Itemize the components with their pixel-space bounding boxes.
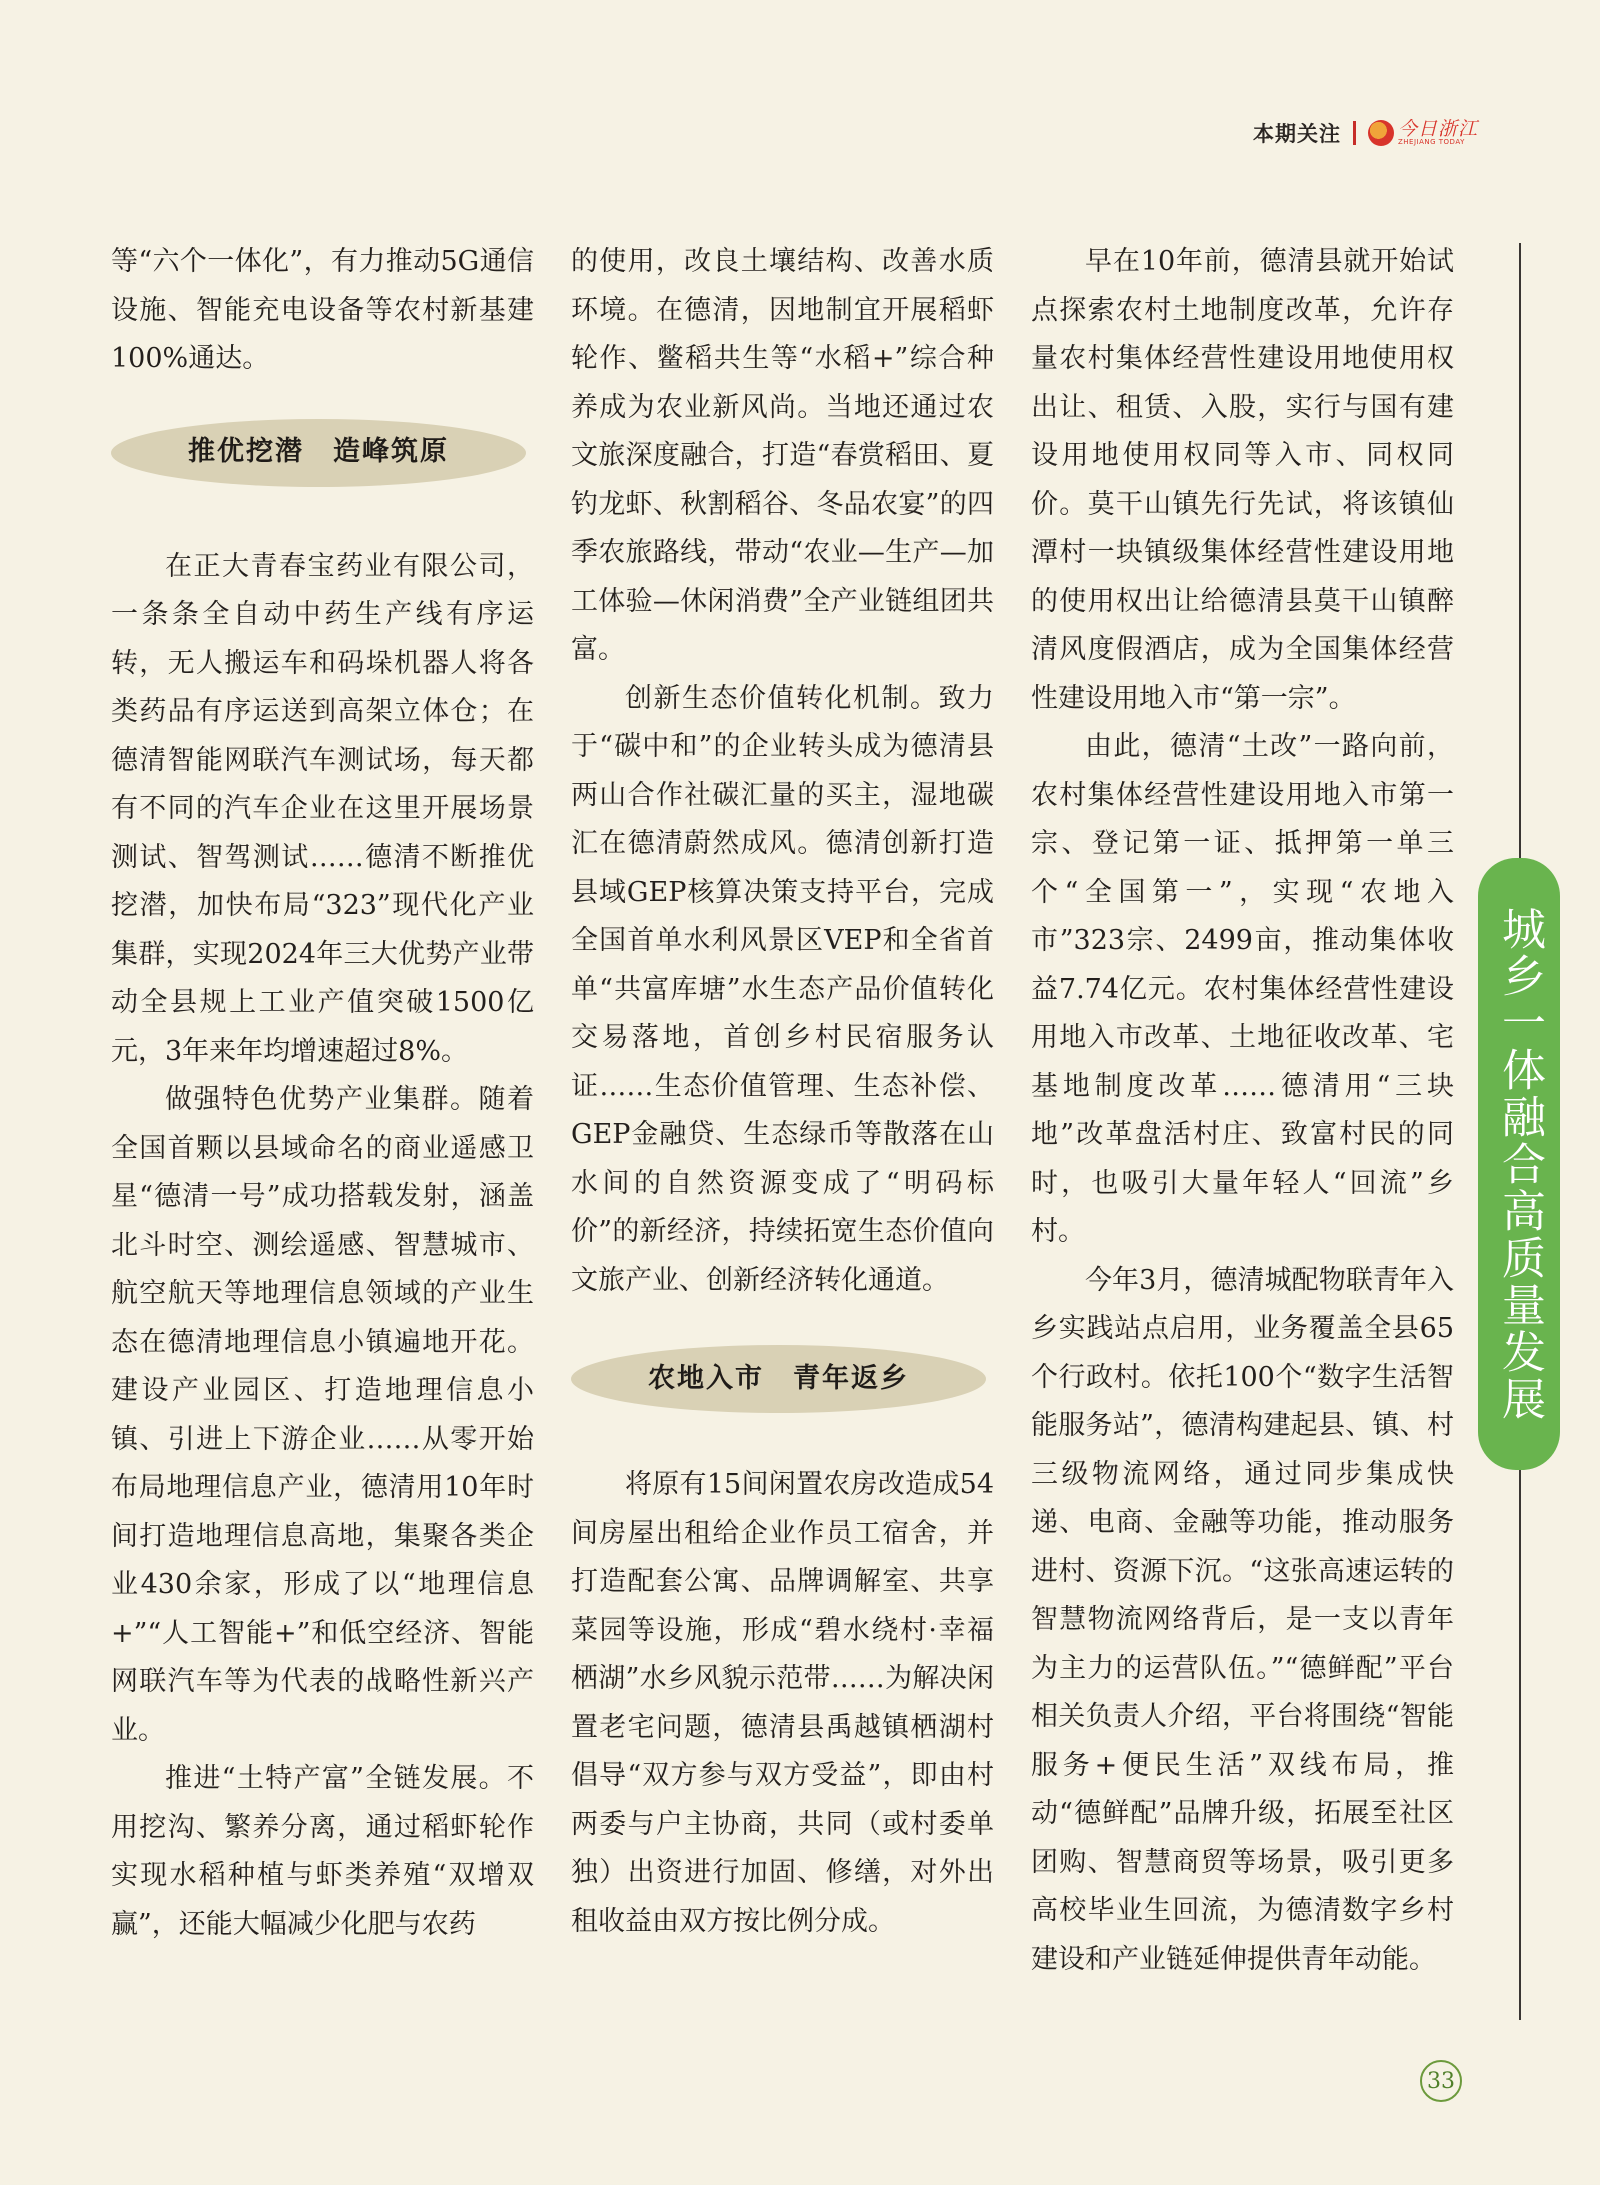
section-heading: 推优挖潜 造峰筑原 <box>111 419 526 487</box>
section-label: 本期关注 <box>1252 122 1341 146</box>
paragraph: 由此，德清“土改”一路向前，农村集体经营性建设用地入市第一宗、登记第一证、抵押第一单三个“全国第一”，实现“农地入市”323宗、2499亩，推动集体收益7.74亿元。农村集体经营性建设用地入市改革、土地征收改革、宅基地制度改革……德清用“三块地”改革盘活村庄、致富村民的同时，也吸引大量年轻人“回流”乡村。 <box>1031 731 1454 1247</box>
logo-title: 今日浙江 <box>1397 118 1478 140</box>
paragraph: 创新生态价值转化机制。致力于“碳中和”的企业转头成为德清县两山合作社碳汇量的买主，湿地碳汇在德清蔚然成风。德清创新打造县域GEP核算决策支持平台，完成全国首单水利风景区VEP和全省首单“共富库塘”水生态产品价值转化交易落地，首创乡村民宿服务认证……生态价值管理、生态补偿、GEP金融贷、生态绿币等散落在山水间的自然资源变成了“明码标价”的新经济，持续拓宽生态价值向文旅产业、创新经济转化通道。 <box>571 682 994 1296</box>
magazine-logo <box>1368 120 1478 146</box>
paragraph: 的使用，改良土壤结构、改善水质环境。在德清，因地制宜开展稻虾轮作、鳖稻共生等“水稻+”综合种养成为农业新风尚。当地还通过农文旅深度融合，打造“春赏稻田、夏钓龙虾、秋割稻谷、冬品农宴”的四季农旅路线，带动“农业—生产—加工体验—休闲消费”全产业链组团共富。 <box>571 246 994 665</box>
paragraph: 在正大青春宝药业有限公司，一条条全自动中药生产线有序运转，无人搬运车和码垛机器人将各类药品有序运送到高架立体仓；在德清智能网联汽车测试场，每天都有不同的汽车企业在这里开展场景测试、智驾测试……德清不断推优挖潜，加快布局“323”现代化产业集群，实现2024年三大优势产业带动全县规上工业产值突破1500亿元，3年来年均增速超过8%。 <box>111 550 534 1067</box>
paragraph: 推进“土特产富”全链发展。不用挖沟、繁养分离，通过稻虾轮作实现水稻种植与虾类养殖“双增双赢”，还能大幅减少化肥与农药 <box>111 1763 534 1940</box>
paragraph: 等“六个一体化”，有力推动5G通信设施、智能充电设备等农村新基建100%通达。 <box>111 246 534 374</box>
logo-subtitle: ZHEJIANG TODAY <box>1397 138 1465 146</box>
paragraph: 今年3月，德清城配物联青年入乡实践站点启用，业务覆盖全县65个行政村。依托100个“数字生活智能服务站”，德清构建起县、镇、村三级物流网络，通过同步集成快递、电商、金融等功能，推动服务进村、资源下沉。“这张高速运转的智慧物流网络背后，是一支以青年为主力的运营队伍。”“德鲜配”平台相关负责人介绍，平台将围绕“智能服务+便民生活”双线布局，推动“德鲜配”品牌升级，拓展至社区团购、智慧商贸等场景，吸引更多高校毕业生回流，为德清数字乡村建设和产业链延伸提供青年动能。 <box>1031 1264 1454 1975</box>
page-number: 33 <box>1420 2060 1462 2102</box>
page-header <box>1253 118 1478 148</box>
logo-sun-icon <box>1368 120 1394 146</box>
side-topic-title: 城乡一体融合高质量发展 <box>1494 905 1545 1423</box>
article-column-2 <box>571 238 994 1946</box>
logo-text-block <box>1398 120 1478 146</box>
paragraph: 将原有15间闲置农房改造成54间房屋出租给企业作员工宿舍，并打造配套公寓、品牌调解室、共享菜园等设施，形成“碧水绕村·幸福栖湖”水乡风貌示范带……为解决闲置老宅问题，德清县禹越镇栖湖村倡导“双方参与双方受益”，即由村两委与户主协商，共同（或村委单独）出资进行加固、修缮，对外出租收益由双方按比例分成。 <box>571 1469 994 1937</box>
header-divider <box>1353 121 1356 145</box>
paragraph: 早在10年前，德清县就开始试点探索农村土地制度改革，允许存量农村集体经营性建设用地使用权出让、租赁、入股，实行与国有建设用地使用权同等入市、同权同价。莫干山镇先行先试，将该镇仙潭村一块镇级集体经营性建设用地的使用权出让给德清县莫干山镇醉清风度假酒店，成为全国集体经营性建设用地入市“第一宗”。 <box>1031 246 1454 714</box>
article-column-3 <box>1031 238 1454 1984</box>
section-heading: 农地入市 青年返乡 <box>571 1345 986 1413</box>
side-topic-tab <box>1478 858 1560 1470</box>
article-column-1 <box>111 238 534 1949</box>
paragraph: 做强特色优势产业集群。随着全国首颗以县域命名的商业遥感卫星“德清一号”成功搭载发射，涵盖北斗时空、测绘遥感、智慧城市、航空航天等地理信息领域的产业生态在德清地理信息小镇遍地开花。建设产业园区、打造地理信息小镇、引进上下游企业……从零开始布局地理信息产业，德清用10年时间打造地理信息高地，集聚各类企业430余家，形成了以“地理信息+”“人工智能+”和低空经济、智能网联汽车等为代表的战略性新兴产业。 <box>111 1084 534 1746</box>
